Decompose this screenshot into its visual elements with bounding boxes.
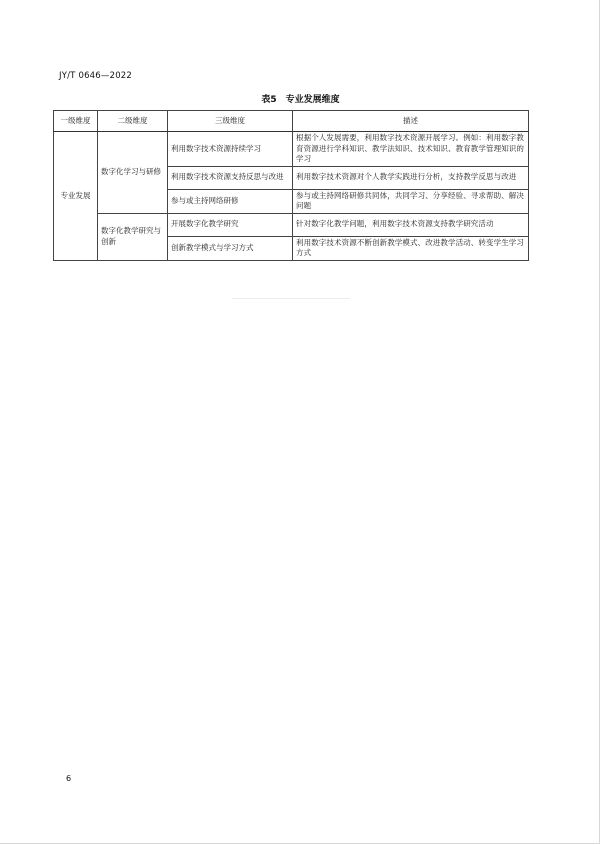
table-row — [54, 132, 529, 167]
table-row — [54, 213, 529, 236]
level2-cell: 数字化学习与研修 — [98, 132, 168, 214]
column-header-description: 描述 — [293, 111, 529, 132]
table-header-row — [54, 111, 529, 132]
column-header-level2: 二级维度 — [98, 111, 168, 132]
page-number: 6 — [66, 774, 72, 783]
column-header-level1: 一级维度 — [54, 111, 98, 132]
description-cell: 参与或主持网络研修共同体，共同学习、分享经验、寻求帮助、解决问题 — [293, 189, 529, 213]
level2-cell: 数字化教学研究与创新 — [98, 213, 168, 260]
professional-development-table — [53, 110, 529, 261]
divider-line — [232, 298, 350, 299]
document-code: JY/T 0646—2022 — [59, 71, 133, 81]
dimension-table-container — [53, 110, 528, 261]
level3-cell: 利用数字技术资源支持反思与改进 — [168, 166, 293, 189]
level3-cell: 利用数字技术资源持续学习 — [168, 132, 293, 167]
level1-cell: 专业发展 — [54, 132, 98, 261]
level3-cell: 创新教学模式与学习方式 — [168, 236, 293, 260]
description-cell: 利用数字技术资源不断创新教学模式、改进教学活动、转变学生学习方式 — [293, 236, 529, 260]
description-cell: 根据个人发展需要，利用数字技术资源开展学习。例如：利用数字教育资源进行学科知识、教学法知识、技术知识、教育教学管理知识的学习 — [293, 132, 529, 167]
level3-cell: 参与或主持网络研修 — [168, 189, 293, 213]
table-caption: 表5 专业发展维度 — [261, 95, 340, 105]
column-header-level3: 三级维度 — [168, 111, 293, 132]
description-cell: 利用数字技术资源对个人教学实践进行分析，支持教学反思与改进 — [293, 166, 529, 189]
description-cell: 针对数字化教学问题，利用数字技术资源支持教学研究活动 — [293, 213, 529, 236]
level3-cell: 开展数字化教学研究 — [168, 213, 293, 236]
